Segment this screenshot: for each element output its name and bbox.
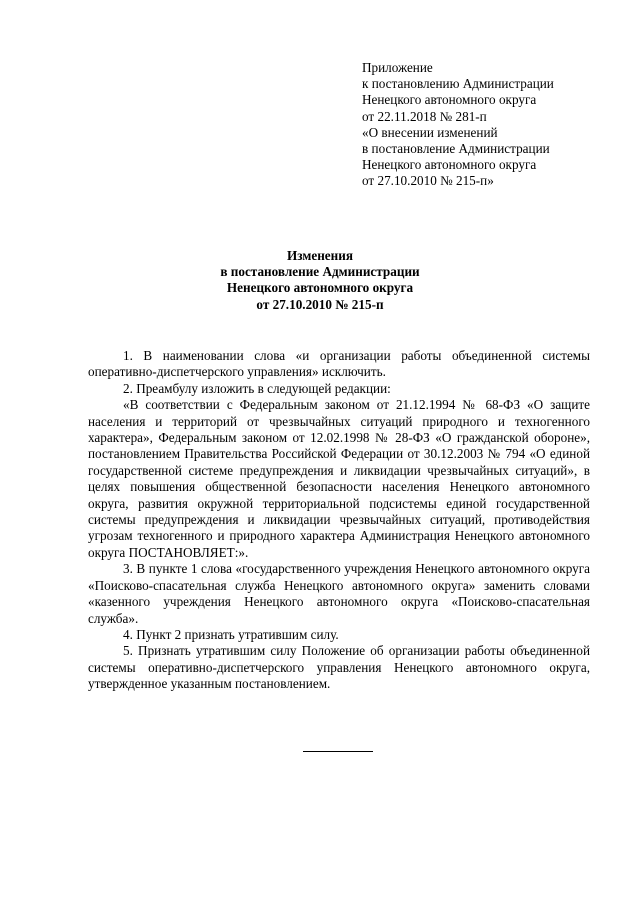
appendix-line: от 27.10.2010 № 215-п» (362, 173, 494, 189)
appendix-line: «О внесении изменений (362, 124, 498, 140)
paragraph-5: 5. Признать утратившим силу Положение об организации работы объединенной системы оперативно-диспетчерского управления Ненецкого автономного округа, утвержденное указанным постановлением. (88, 643, 590, 692)
appendix-block (362, 60, 612, 190)
title-line: Изменения (287, 248, 353, 263)
paragraph-2: 2. Преамбулу изложить в следующей редакции: (123, 380, 391, 396)
appendix-line: в постановление Администрации (362, 141, 550, 157)
document-title (0, 248, 640, 313)
paragraph-4: 4. Пункт 2 признать утратившим силу. (123, 626, 339, 642)
paragraph-preamble: «В соответствии с Федеральным законом от 21.12.1994 № 68-ФЗ «О защите населения и территорий от чрезвычайных ситуаций природного и техногенного характера», Федеральным законом от 12.02.1998 № 28-ФЗ «О гражданской обороне», постановлением Правительства Российской Федерации от 30.12.2003 № 794 «О единой государственной системе предупреждения и ликвидации чрезвычайных ситуаций», в целях повышения общественной безопасности населения Ненецкого автономного округа, развития окружной территориальной подсистемы единой государственной системы предупреждения и ликвидации чрезвычайных ситуаций, противодействия угрозам техногенного и природного характера Администрация Ненецкого автономного округа ПОСТАНОВЛЯЕТ:». (88, 397, 590, 560)
paragraph-3: 3. В пункте 1 слова «государственного учреждения Ненецкого автономного округа «Поисково-спасательная служба Ненецкого автономного округа» заменить словами «казенного учреждения Ненецкого автономного округа «Поисково-спасательная служба». (88, 561, 590, 626)
title-line: от 27.10.2010 № 215-п (256, 296, 384, 312)
appendix-line: Ненецкого автономного округа (362, 157, 537, 173)
appendix-line: от 22.11.2018 № 281-п (362, 108, 487, 124)
title-line: Ненецкого автономного округа (226, 280, 414, 296)
separator-line (303, 751, 373, 752)
appendix-line: к постановлению Администрации (362, 76, 554, 92)
title-line: в постановление Администрации (220, 264, 420, 280)
paragraph-1: 1. В наименовании слова «и организации работы объединенной системы оперативно-диспетчерского управления» исключить. (88, 348, 590, 380)
appendix-line: Приложение (362, 60, 433, 75)
appendix-line: Ненецкого автономного округа (362, 92, 537, 108)
document-body (88, 348, 590, 693)
